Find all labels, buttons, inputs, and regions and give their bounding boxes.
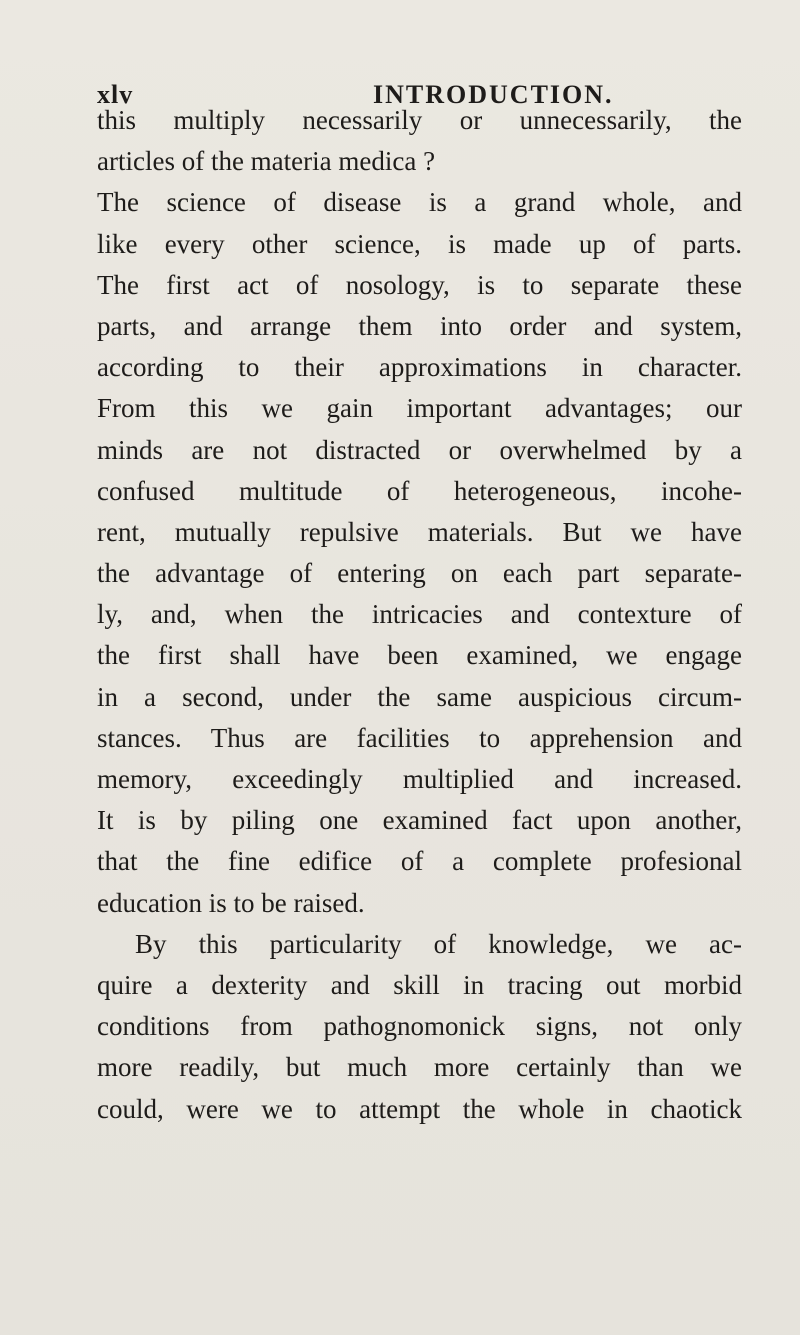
text-line: The science of disease is a grand whole, and (97, 187, 742, 218)
text-line: parts, and arrange them into order and system, (97, 310, 742, 341)
text-line: The first act of nosology, is to separate these (97, 269, 742, 300)
text-line: that the fine edifice of a complete profesional (97, 846, 742, 877)
text-line: By this particularity of knowledge, we ac- (135, 928, 742, 959)
text-line: according to their approximations in character. (97, 352, 742, 383)
text-line: It is by piling one examined fact upon another, (97, 805, 742, 836)
text-line: confused multitude of heterogeneous, incohe- (97, 475, 742, 506)
text-line: the first shall have been examined, we engage (97, 640, 742, 671)
text-line: memory, exceedingly multiplied and increased. (97, 764, 742, 794)
text-line: From this we gain important advantages; our (97, 393, 742, 424)
text-line: ly, and, when the intricacies and contexture of (97, 599, 742, 630)
body-text (97, 100, 742, 1130)
text-line: education is to be raised. (97, 887, 365, 918)
text-line: quire a dexterity and skill in tracing out morbid (97, 969, 742, 1000)
text-line: minds are not distracted or overwhelmed by a (97, 434, 742, 465)
text-line: could, were we to attempt the whole in chaotick (97, 1093, 742, 1124)
text-line: rent, mutually repulsive materials. But we have (97, 516, 742, 547)
text-line: in a second, under the same auspicious circum- (97, 681, 742, 712)
page-number: xlv (97, 80, 134, 109)
text-line: the advantage of entering on each part separate- (97, 558, 742, 589)
chapter-title: INTRODUCTION. (373, 80, 614, 109)
text-line: conditions from pathognomonick signs, not only (97, 1011, 742, 1042)
text-line: like every other science, is made up of parts. (97, 228, 742, 259)
text-line: articles of the materia medica ? (97, 146, 436, 177)
text-line: this multiply necessarily or unnecessarily, the (97, 105, 742, 135)
text-line: stances. Thus are facilities to apprehension and (97, 722, 742, 753)
text-line: more readily, but much more certainly than we (97, 1052, 742, 1083)
